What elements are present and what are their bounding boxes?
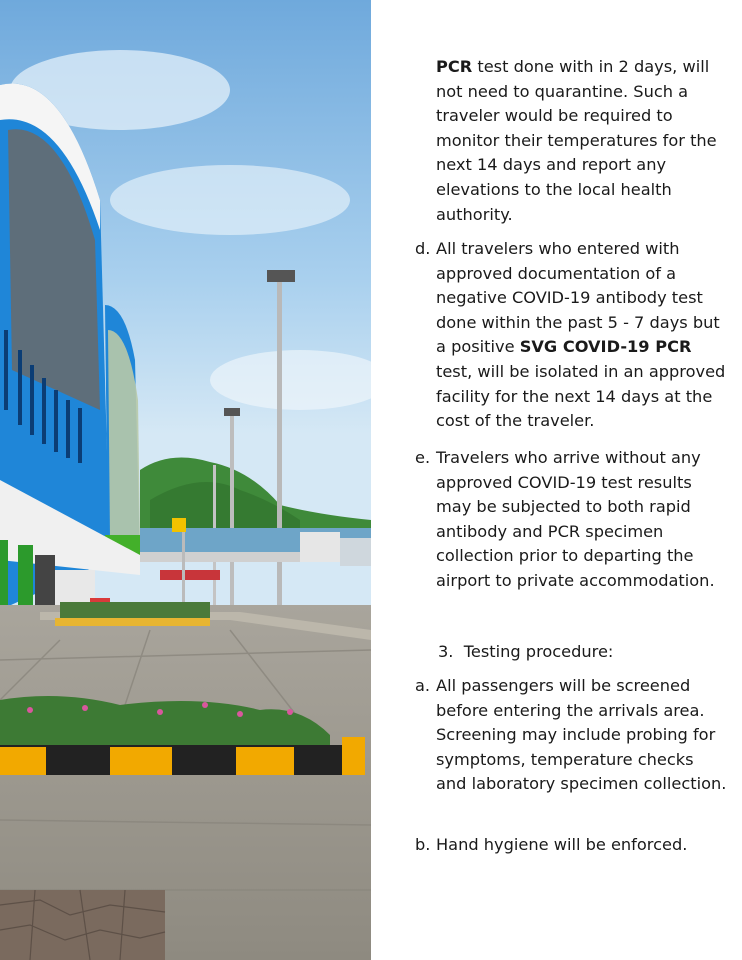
list-item-text: All passengers will be screened before entering the arrivals area. Screening may include probing for symptoms, temperature checks and laboratory specimen collection.: [436, 676, 727, 794]
list-marker: e.: [415, 448, 431, 467]
intro-paragraph: [436, 55, 728, 227]
item-d-bold: SVG COVID-19 PCR: [519, 337, 692, 357]
pcr-bold: PCR: [436, 57, 473, 76]
list-marker: a.: [415, 676, 431, 695]
section-number: 3.: [438, 642, 454, 661]
list-marker: d.: [415, 239, 431, 258]
document-text: [371, 0, 742, 960]
list-item-text: [436, 237, 728, 434]
intro-text: test done with in 2 days, will not need to quarantine. Such a traveler would be required to monitor their temperatures for the next 14 days and report any elevations to the local health authority.: [436, 57, 717, 224]
item-d-text-2: test, will be isolated in an approved facility for the next 14 days at the cost of the traveler.: [436, 361, 726, 431]
list-marker: b.: [415, 835, 431, 854]
section-title: Testing procedure:: [463, 642, 614, 661]
list-item-text: Travelers who arrive without any approved COVID-19 test results may be subjected to both rapid antibody and PCR specimen collection prior to departing the airport to private accommodation.: [436, 448, 715, 590]
item-d-text-1: All travelers who entered with approved documentation of a negative COVID-19 antibody test done within the past 5 - 7 days but a positive: [436, 239, 720, 357]
section-heading: [438, 640, 613, 665]
list-item-text: Hand hygiene will be enforced.: [436, 835, 688, 854]
